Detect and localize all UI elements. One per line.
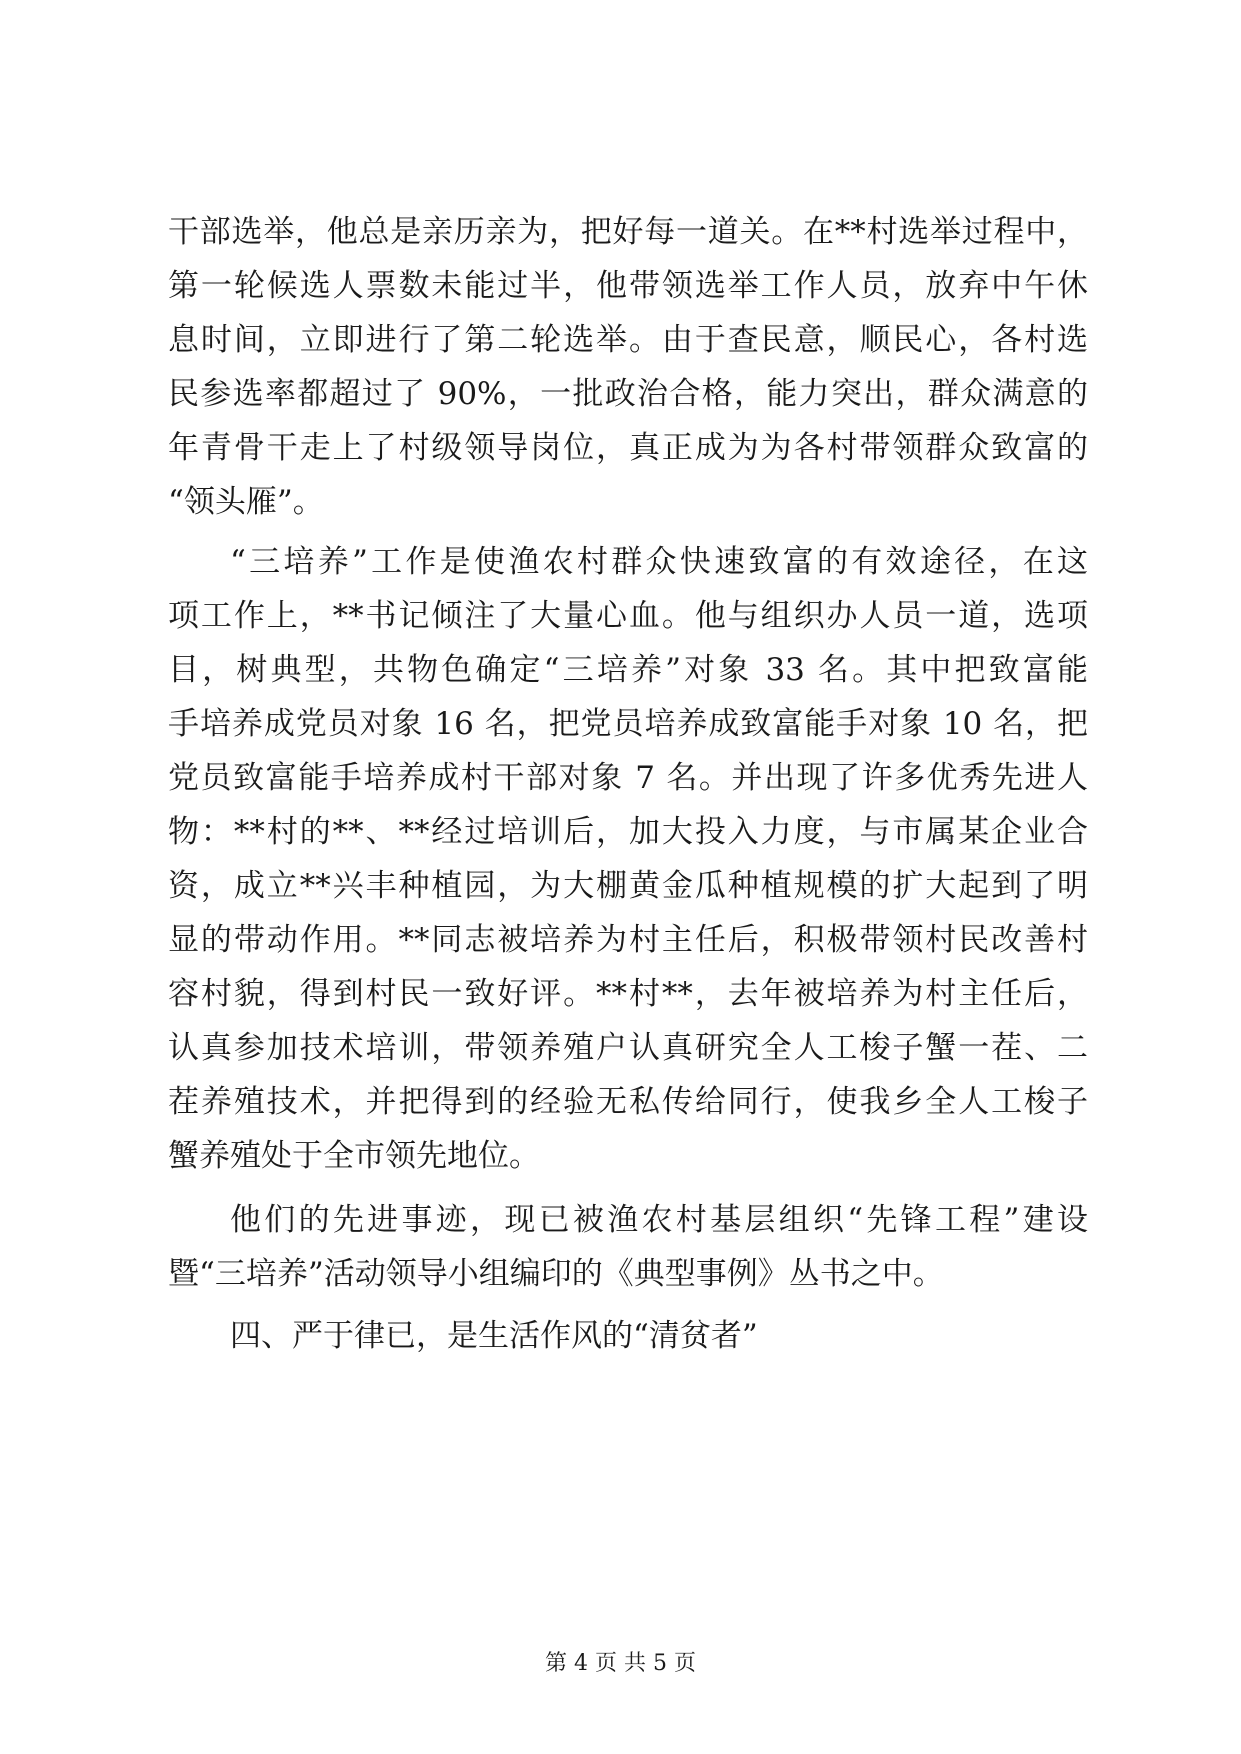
text-line: 认真参加技术培训，带领养殖户认真研究全人工梭子蟹一茬、二 bbox=[168, 1030, 1088, 1066]
text-line: 干部选举，他总是亲历亲为，把好每一道关。在**村选举过程中， bbox=[168, 214, 1088, 250]
text-line: 年青骨干走上了村级领导岗位，真正成为为各村带领群众致富的 bbox=[168, 430, 1088, 466]
text-line: 民参选率都超过了 90%，一批政治合格，能力突出，群众满意的 bbox=[168, 376, 1088, 412]
text-line: 第一轮候选人票数未能过半，他带领选举工作人员，放弃中午休 bbox=[168, 268, 1088, 304]
text-line: 目，树典型，共物色确定“三培养”对象 33 名。其中把致富能 bbox=[168, 652, 1088, 688]
paragraph-start-line: “三培养”工作是使渔农村群众快速致富的有效途径，在这 bbox=[230, 544, 1088, 580]
text-line: 息时间，立即进行了第二轮选举。由于查民意，顺民心，各村选 bbox=[168, 322, 1088, 358]
text-line: 茬养殖技术，并把得到的经验无私传给同行，使我乡全人工梭子 bbox=[168, 1084, 1088, 1120]
text-line: 项工作上，**书记倾注了大量心血。他与组织办人员一道，选项 bbox=[168, 598, 1088, 634]
text-line: 显的带动作用。**同志被培养为村主任后，积极带领村民改善村 bbox=[168, 922, 1088, 958]
text-line: 党员致富能手培养成村干部对象 7 名。并出现了许多优秀先进人 bbox=[168, 760, 1088, 796]
text-line: 蟹养殖处于全市领先地位。 bbox=[168, 1138, 540, 1174]
section-heading: 四、严于律已，是生活作风的“清贫者” bbox=[230, 1318, 758, 1354]
page-footer: 第 4 页 共 5 页 bbox=[545, 1651, 696, 1676]
text-line: 资，成立**兴丰种植园，为大棚黄金瓜种植规模的扩大起到了明 bbox=[168, 868, 1088, 904]
text-line: 手培养成党员对象 16 名，把党员培养成致富能手对象 10 名，把 bbox=[168, 706, 1088, 742]
text-line: 容村貌，得到村民一致好评。**村**，去年被培养为村主任后， bbox=[168, 976, 1088, 1012]
text-line: 物：**村的**、**经过培训后，加大投入力度，与市属某企业合 bbox=[168, 814, 1088, 850]
text-line: “领头雁”。 bbox=[168, 484, 324, 520]
text-line: 暨“三培养”活动领导小组编印的《典型事例》丛书之中。 bbox=[168, 1256, 944, 1292]
paragraph-start-line: 他们的先进事迹，现已被渔农村基层组织“先锋工程”建设 bbox=[230, 1202, 1088, 1238]
